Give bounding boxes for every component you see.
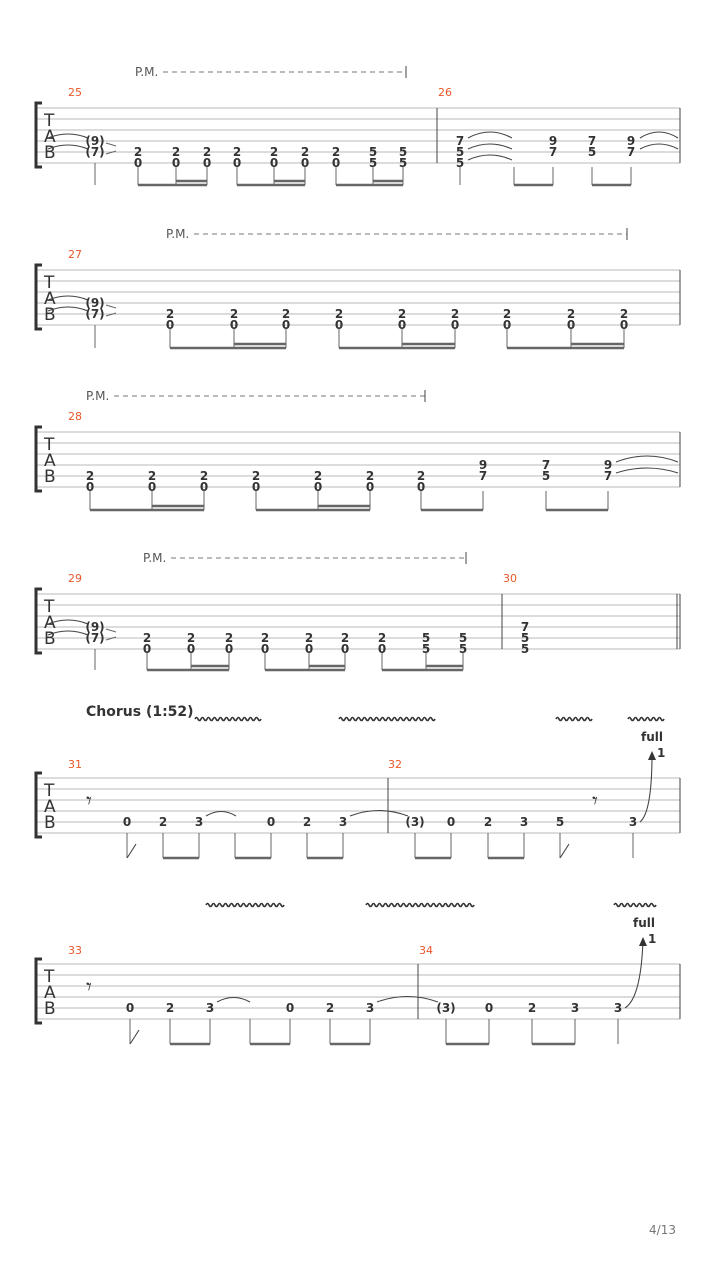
fret-number: 2 — [377, 631, 387, 645]
fret-number: 0 — [186, 642, 196, 656]
fret-number: 0 — [125, 1001, 135, 1015]
bend-arrow — [640, 754, 652, 822]
tab-clef-t: T — [44, 781, 55, 801]
fret-number: 2 — [269, 145, 279, 159]
fret-number: 5 — [421, 642, 431, 656]
section-label: Chorus (1:52) — [86, 704, 194, 720]
vibrato-line — [339, 718, 435, 721]
fret-number: 2 — [202, 145, 212, 159]
fret-number: 2 — [281, 307, 291, 321]
fret-number: (9) — [85, 620, 105, 634]
fret-number: 5 — [368, 156, 378, 170]
fret-number: 0 — [171, 156, 181, 170]
tab-clef-t: T — [44, 967, 55, 987]
palm-mute-label: P.M. — [86, 389, 110, 403]
fret-number: 2 — [260, 631, 270, 645]
fret-number: 3 — [194, 815, 204, 829]
fret-number: 0 — [566, 318, 576, 332]
fret-number: 0 — [269, 156, 279, 170]
fret-number: 0 — [281, 318, 291, 332]
fret-number: 0 — [133, 156, 143, 170]
fret-number: (3) — [405, 815, 425, 829]
fret-number: 2 — [527, 1001, 537, 1015]
fret-number: 5 — [455, 156, 465, 170]
tab-clef-a: A — [44, 983, 56, 1003]
measure-number: 29 — [68, 572, 82, 585]
note-flag — [560, 844, 569, 858]
note-flag — [127, 844, 136, 858]
fret-number: 9 — [626, 134, 636, 148]
fret-number: 2 — [171, 145, 181, 159]
slide-out — [106, 629, 116, 632]
bend-amount: 1 — [657, 746, 666, 760]
fret-number: 0 — [229, 318, 239, 332]
fret-number: 9 — [603, 458, 613, 472]
fret-number: 9 — [548, 134, 558, 148]
fret-number: 3 — [205, 1001, 215, 1015]
fret-number: 2 — [232, 145, 242, 159]
bend-arrow — [625, 940, 643, 1008]
fret-number: 7 — [478, 469, 488, 483]
fret-number: 2 — [300, 145, 310, 159]
fret-number: 2 — [397, 307, 407, 321]
fret-number: 0 — [266, 815, 276, 829]
fret-number: 0 — [285, 1001, 295, 1015]
fret-number: 0 — [251, 480, 261, 494]
fret-number: 5 — [541, 469, 551, 483]
vibrato-line — [195, 718, 261, 721]
tab-clef-b: B — [44, 143, 56, 163]
fret-number: 2 — [186, 631, 196, 645]
fret-number: 3 — [628, 815, 638, 829]
fret-number: 3 — [338, 815, 348, 829]
fret-number: 0 — [147, 480, 157, 494]
system-bracket — [36, 103, 42, 167]
tie-arc — [640, 144, 678, 149]
fret-number: 2 — [483, 815, 493, 829]
fret-number: 0 — [450, 318, 460, 332]
fret-number: 0 — [416, 480, 426, 494]
system-bracket — [36, 959, 42, 1023]
fret-number: 2 — [147, 469, 157, 483]
fret-number: 3 — [613, 1001, 623, 1015]
fret-number: 7 — [603, 469, 613, 483]
fret-number: 2 — [619, 307, 629, 321]
tie-arc — [616, 456, 678, 462]
system-bracket — [36, 773, 42, 837]
tab-clef-a: A — [44, 613, 56, 633]
measure-number: 34 — [419, 944, 433, 957]
tab-clef-b: B — [44, 467, 56, 487]
fret-number: 0 — [224, 642, 234, 656]
eighth-rest: 𝄾 — [592, 789, 598, 814]
fret-number: 5 — [458, 631, 468, 645]
fret-number: 0 — [365, 480, 375, 494]
measure-number: 30 — [503, 572, 517, 585]
vibrato-line — [366, 904, 474, 907]
fret-number: (9) — [85, 134, 105, 148]
fret-number: 5 — [520, 631, 530, 645]
fret-number: 0 — [619, 318, 629, 332]
fret-number: 2 — [313, 469, 323, 483]
measure-number: 33 — [68, 944, 82, 957]
fret-number: (7) — [85, 631, 105, 645]
vibrato-line — [206, 904, 284, 907]
measure-number: 27 — [68, 248, 82, 261]
fret-number: 0 — [340, 642, 350, 656]
fret-number: 0 — [300, 156, 310, 170]
bend-label: full — [633, 916, 655, 930]
fret-number: 2 — [334, 307, 344, 321]
fret-number: 2 — [165, 307, 175, 321]
slide-out — [106, 143, 116, 146]
fret-number: 2 — [165, 1001, 175, 1015]
fret-number: 2 — [304, 631, 314, 645]
tie-arc — [616, 468, 678, 473]
fret-number: (7) — [85, 145, 105, 159]
fret-number: 2 — [85, 469, 95, 483]
fret-number: 0 — [502, 318, 512, 332]
tab-clef-a: A — [44, 289, 56, 309]
fret-number: 3 — [365, 1001, 375, 1015]
fret-number: (7) — [85, 307, 105, 321]
fret-number: 0 — [304, 642, 314, 656]
bend-label: full — [641, 730, 663, 744]
palm-mute-label: P.M. — [143, 551, 167, 565]
fret-number: 2 — [158, 815, 168, 829]
eighth-rest: 𝄾 — [86, 789, 92, 814]
fret-number: (3) — [436, 1001, 456, 1015]
bend-amount: 1 — [648, 932, 657, 946]
fret-number: 5 — [587, 145, 597, 159]
palm-mute-label: P.M. — [166, 227, 190, 241]
fret-number: 2 — [224, 631, 234, 645]
fret-number: 5 — [421, 631, 431, 645]
measure-number: 25 — [68, 86, 82, 99]
tab-clef-t: T — [44, 273, 55, 293]
slide-out — [106, 305, 116, 308]
fret-number: 9 — [478, 458, 488, 472]
page-number: 4/13 — [649, 1223, 676, 1237]
fret-number: 7 — [541, 458, 551, 472]
tab-clef-a: A — [44, 127, 56, 147]
fret-number: 0 — [122, 815, 132, 829]
fret-number: 2 — [365, 469, 375, 483]
fret-number: 0 — [334, 318, 344, 332]
tab-clef-a: A — [44, 451, 56, 471]
fret-number: 7 — [626, 145, 636, 159]
tab-clef-b: B — [44, 813, 56, 833]
tie-arc — [468, 155, 512, 160]
fret-number: 3 — [519, 815, 529, 829]
fret-number: 0 — [165, 318, 175, 332]
tie-arc — [206, 812, 236, 817]
vibrato-line — [614, 904, 656, 907]
fret-number: 2 — [142, 631, 152, 645]
fret-number: 7 — [455, 134, 465, 148]
vibrato-line — [556, 718, 592, 721]
measure-number: 31 — [68, 758, 82, 771]
fret-number: 0 — [446, 815, 456, 829]
tie-arc — [468, 132, 512, 138]
fret-number: 0 — [85, 480, 95, 494]
fret-number: (9) — [85, 296, 105, 310]
fret-number: 5 — [555, 815, 565, 829]
fret-number: 2 — [133, 145, 143, 159]
tab-clef-t: T — [44, 597, 55, 617]
fret-number: 0 — [313, 480, 323, 494]
measure-number: 32 — [388, 758, 402, 771]
fret-number: 0 — [142, 642, 152, 656]
fret-number: 0 — [377, 642, 387, 656]
tab-clef-b: B — [44, 999, 56, 1019]
system-bracket — [36, 589, 42, 653]
system-bracket — [36, 265, 42, 329]
tab-clef-b: B — [44, 305, 56, 325]
fret-number: 2 — [340, 631, 350, 645]
measure-number: 28 — [68, 410, 82, 423]
fret-number: 0 — [484, 1001, 494, 1015]
fret-number: 0 — [260, 642, 270, 656]
fret-number: 3 — [570, 1001, 580, 1015]
fret-number: 5 — [398, 145, 408, 159]
fret-number: 2 — [331, 145, 341, 159]
fret-number: 0 — [232, 156, 242, 170]
tie-arc — [640, 132, 678, 138]
fret-number: 2 — [251, 469, 261, 483]
system-bracket — [36, 427, 42, 491]
fret-number: 2 — [450, 307, 460, 321]
eighth-rest: 𝄾 — [86, 975, 92, 1000]
fret-number: 5 — [458, 642, 468, 656]
fret-number: 2 — [302, 815, 312, 829]
fret-number: 2 — [229, 307, 239, 321]
fret-number: 2 — [199, 469, 209, 483]
note-flag — [130, 1030, 139, 1044]
fret-number: 2 — [416, 469, 426, 483]
fret-number: 5 — [398, 156, 408, 170]
vibrato-line — [628, 718, 664, 721]
fret-number: 5 — [455, 145, 465, 159]
tab-clef-a: A — [44, 797, 56, 817]
fret-number: 5 — [368, 145, 378, 159]
palm-mute-label: P.M. — [135, 65, 159, 79]
fret-number: 0 — [331, 156, 341, 170]
fret-number: 2 — [566, 307, 576, 321]
bend-arrowhead — [639, 937, 647, 946]
fret-number: 2 — [325, 1001, 335, 1015]
fret-number: 7 — [520, 620, 530, 634]
measure-number: 26 — [438, 86, 452, 99]
fret-number: 0 — [199, 480, 209, 494]
fret-number: 0 — [202, 156, 212, 170]
fret-number: 7 — [548, 145, 558, 159]
fret-number: 2 — [502, 307, 512, 321]
tab-clef-b: B — [44, 629, 56, 649]
tie-arc — [468, 144, 512, 149]
fret-number: 7 — [587, 134, 597, 148]
fret-number: 5 — [520, 642, 530, 656]
tab-clef-t: T — [44, 435, 55, 455]
tie-arc — [217, 998, 250, 1003]
bend-arrowhead — [648, 751, 656, 760]
tab-clef-t: T — [44, 111, 55, 131]
fret-number: 0 — [397, 318, 407, 332]
